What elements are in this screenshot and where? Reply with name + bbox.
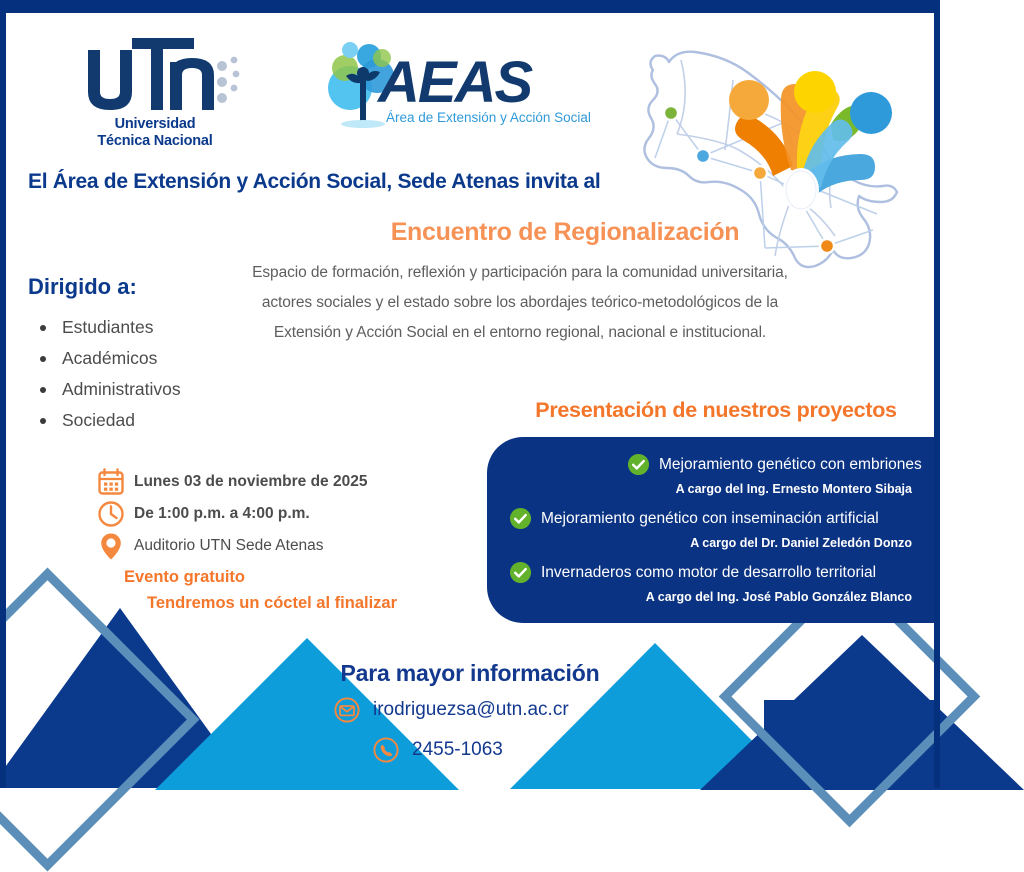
utn-logo-line1: Universidad — [114, 116, 196, 132]
utn-logo-subtitle — [70, 116, 240, 150]
frame-border-left — [0, 0, 6, 788]
frame-border-top — [0, 0, 940, 13]
aeas-logo-tagline: Área de Extensión y Acción Social — [386, 110, 591, 125]
project-name-1: Mejoramiento genético con embriones — [659, 455, 922, 473]
project-item-1 — [627, 453, 922, 476]
event-description: Espacio de formación, reflexión y participación para la comunidad universitaria, actores sociales y el estado sobre los abordajes teórico-metodológicos de la Extensión y Acción Social en el entorno regional, nacional e institucional. — [252, 264, 788, 341]
project-name-2: Mejoramiento genético con inseminación artificial — [541, 509, 879, 527]
check-circle-icon — [627, 453, 650, 476]
projects-panel — [487, 437, 934, 623]
detail-time-text: De 1:00 p.m. a 4:00 p.m. — [134, 505, 310, 522]
frame-border-right — [934, 0, 940, 788]
utn-logo-line2: Técnica Nacional — [97, 133, 213, 149]
project-item-2 — [509, 507, 879, 530]
contact-email-row[interactable] — [334, 697, 569, 723]
audience-list — [34, 312, 181, 436]
detail-row-time — [96, 498, 367, 530]
utn-logo-mark — [70, 30, 240, 120]
detail-row-date — [96, 466, 367, 498]
contact-phone-row[interactable] — [373, 737, 503, 763]
list-item: Estudiantes — [34, 312, 181, 343]
check-circle-icon — [509, 507, 532, 530]
project-presenter-3: A cargo del Ing. José Pablo González Blanco — [645, 590, 912, 604]
project-item-3 — [509, 561, 876, 584]
check-circle-icon — [509, 561, 532, 584]
utn-logo — [70, 30, 240, 150]
project-presenter-2: A cargo del Dr. Daniel Zeledón Donzo — [690, 536, 912, 550]
projects-heading: Presentación de nuestros proyectos — [535, 398, 897, 422]
cocktail-note: Tendremos un cóctel al finalizar — [147, 594, 398, 612]
list-item: Administrativos — [34, 374, 181, 405]
calendar-icon — [96, 467, 126, 497]
aeas-logo-mark — [320, 36, 591, 144]
event-title: Encuentro de Regionalización — [390, 218, 740, 246]
list-item: Académicos — [34, 343, 181, 374]
project-name-3: Invernaderos como motor de desarrollo territorial — [541, 563, 877, 581]
free-event-note: Evento gratuito — [124, 568, 246, 586]
detail-row-location — [96, 530, 367, 562]
phone-icon — [373, 737, 399, 763]
detail-location-text: Auditorio UTN Sede Atenas — [134, 537, 324, 554]
event-details — [96, 466, 367, 562]
clock-icon — [96, 499, 126, 529]
page-title: El Área de Extensión y Acción Social, Sede Atenas invita al — [28, 170, 601, 193]
envelope-icon — [334, 697, 360, 723]
detail-date-text: Lunes 03 de noviembre de 2025 — [134, 473, 368, 490]
project-presenter-1: A cargo del Ing. Ernesto Montero Sibaja — [675, 482, 912, 496]
list-item: Sociedad — [34, 405, 181, 436]
contact-heading: Para mayor información — [340, 660, 600, 686]
contact-phone-text[interactable]: 2455-1063 — [412, 739, 503, 760]
svg-text:AEAS: AEAS — [378, 50, 532, 115]
audience-heading: Dirigido a: — [28, 274, 137, 299]
contact-email-text[interactable]: irodriguezsa@utn.ac.cr — [373, 699, 569, 720]
aeas-logo — [320, 36, 591, 144]
location-pin-icon — [96, 531, 126, 561]
